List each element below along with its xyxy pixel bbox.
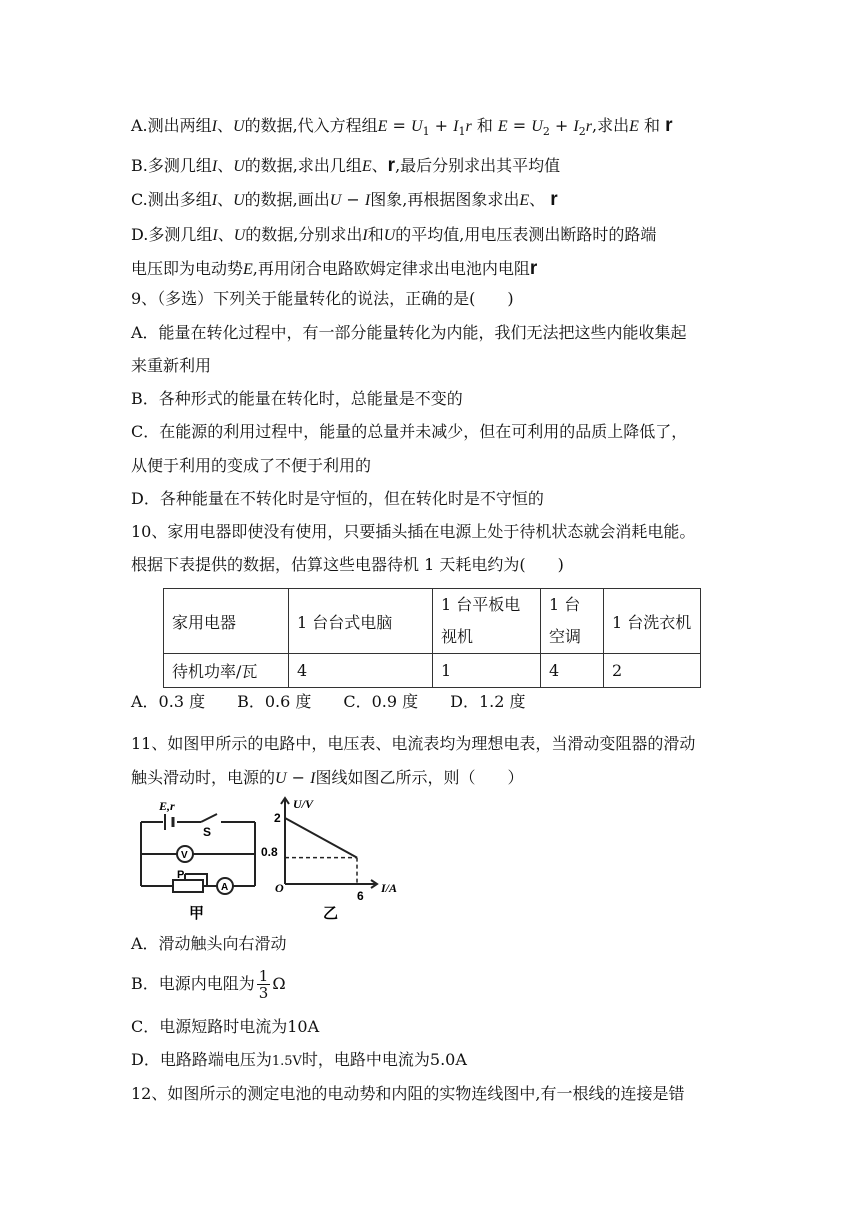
figure-caption-right: 乙 (323, 904, 339, 922)
q8-a-and: 和 (476, 116, 493, 135)
q8-option-c: C.测出多组I、U的数据,画出U − I图象,再根据图象求出E、 r (131, 189, 558, 210)
figure-caption-left: 甲 (189, 904, 205, 922)
q8-d-text2: 的数据,分别求出 (245, 225, 363, 244)
table-cell (541, 589, 604, 654)
table-row (164, 654, 701, 688)
q9-option-b: B．各种形式的能量在转化时，总能量是不变的 (131, 389, 463, 408)
q8-b-sep: 、 (217, 156, 234, 175)
q8-c-text2: 的数据,画出 (244, 190, 330, 209)
q8-d-line2-post: ,再用闭合电路欧姆定律求出电池内电阻 (252, 259, 530, 278)
standby-power-table (163, 588, 701, 688)
q8-a-sep: 、 (216, 116, 233, 135)
q8-option-d-line2: 电压即为电动势E,再用闭合电路欧姆定律求出电池内电阻r (131, 258, 538, 279)
q10-options: A．0.3 度 B．0.6 度 C．0.9 度 D．1.2 度 (131, 692, 526, 711)
y-tick-label: 0.8 (261, 845, 278, 859)
table-cell: 家用电器 (164, 589, 289, 654)
ohm-unit: Ω (272, 974, 286, 993)
q8-d-post: 的平均值,用电压表测出断路时的路端 (395, 225, 657, 244)
q11-option-d (131, 1050, 467, 1072)
table-cell: 4 (541, 654, 604, 688)
q9-option-a-line1: A．能量在转化过程中，有一部分能量转化为内能，我们无法把这些内能收集起 (131, 323, 687, 342)
q11-option-c: C．电源短路时电流为10A (131, 1017, 320, 1036)
q11-option-a: A．滑动触头向右滑动 (131, 934, 287, 953)
switch-label: S (203, 825, 212, 839)
table-header-row (164, 589, 701, 654)
q8-b-post: ,最后分别求出其平均值 (395, 156, 561, 175)
table-cell: 2 (604, 654, 701, 688)
q8-c-post: 图象,再根据图象求出 (370, 190, 520, 209)
q11-option-b (131, 968, 286, 1001)
q11-figure (133, 796, 423, 930)
q9-option-c-line1: C．在能源的利用过程中，能量的总量并未减少，但在可利用的品质上降低了， (131, 422, 688, 441)
switch-blade (201, 814, 217, 822)
battery-label: E,r (159, 799, 175, 813)
q8-option-b: B.多测几组I、U的数据,求出几组E、r,最后分别求出其平均值 (131, 155, 561, 176)
q8-b-text: B.多测几组 (131, 156, 212, 175)
q12-stem: 12、如图所示的测定电池的电动势和内阻的实物连线图中,有一根线的连接是错 (131, 1084, 685, 1103)
q8-c-sep: 、 (217, 190, 234, 209)
q11-b-text: B．电源内电阻为 (131, 974, 255, 993)
q8-d-line2-text: 电压即为电动势 (131, 259, 244, 278)
q8-d-sep: 、 (217, 225, 234, 244)
circuit-and-graph (133, 796, 423, 926)
q9-stem: 9、（多选）下列关于能量转化的说法，正确的是( ) (131, 289, 514, 308)
q9-option-d: D．各种能量在不转化时是守恒的，但在转化时是不守恒的 (131, 489, 544, 508)
table-cell-line: 1 台 (549, 595, 581, 614)
q8-a-text2: 的数据,代入方程组 (244, 116, 378, 135)
q8-c-sep2: 、 (529, 190, 546, 209)
slider-label: P (177, 869, 185, 881)
fraction-denominator: 3 (258, 984, 269, 1002)
q11-d-post: 时，电路中电流为5.0A (301, 1050, 467, 1069)
q8-option-a: A.测出两组I、U的数据,代入方程组$E = U_1 + I_1r$ 和 $E = U_2 + I_2r$,求出E 和 r (131, 115, 673, 139)
q8-a-text: A.测出两组 (131, 116, 212, 135)
q8-d-text: D.多测几组 (131, 225, 213, 244)
q11-stem2-post: 图线如图乙所示，则（ ） (315, 768, 524, 787)
q8-a-post: ,求出 (591, 116, 630, 135)
ammeter-label: A (221, 882, 229, 893)
x-axis-label: I/A (381, 881, 398, 895)
table-cell-line: 空调 (549, 627, 582, 646)
table-cell-line: 视机 (441, 627, 474, 646)
table-cell-line: 1 台平板电 (441, 595, 521, 614)
y-tick-label: 2 (274, 811, 281, 825)
x-tick-label: 6 (357, 889, 364, 903)
fraction (257, 968, 271, 1001)
origin-label: O (275, 881, 284, 895)
q8-a-and2: 和 (643, 116, 660, 135)
q11-stem-line1: 11、如图甲所示的电路中，电压表、电流表均为理想电表，当滑动变阻器的滑动 (131, 734, 696, 753)
q11-d-value: 1.5V (271, 1054, 302, 1069)
y-axis-label: U/V (293, 797, 314, 811)
table-cell: 4 (289, 654, 433, 688)
circuit-diagram (141, 814, 255, 894)
q8-b-text2: 的数据,求出几组 (244, 156, 362, 175)
q8-d-and: 和 (367, 225, 384, 244)
q8-c-text: C.测出多组 (131, 190, 212, 209)
q9-option-a-line2: 来重新利用 (131, 356, 212, 375)
table-cell: 1 台洗衣机 (604, 589, 701, 654)
q11-stem-line2: 触头滑动时，电源的U − I图线如图乙所示，则（ ） (131, 768, 524, 787)
table-cell: 1 (433, 654, 541, 688)
ui-series-line (285, 818, 357, 858)
table-cell: 待机功率/瓦 (164, 654, 289, 688)
q11-d-text: D．电路路端电压为 (131, 1050, 272, 1069)
q10-stem-line1: 10、家用电器即使没有使用，只要插头插在电源上处于待机状态就会消耗电能。 (131, 522, 696, 541)
fraction-numerator: 1 (258, 967, 269, 985)
q9-option-c-line2: 从便于利用的变成了不便于利用的 (131, 456, 372, 475)
q11-stem2-pre: 触头滑动时，电源的 (131, 768, 276, 787)
table-cell: 1 台台式电脑 (289, 589, 433, 654)
voltmeter-label: V (181, 850, 188, 861)
rheostat-symbol (173, 880, 203, 892)
ui-graph-series (285, 818, 357, 884)
q8-b-sep2: 、 (371, 156, 388, 175)
q10-stem-line2: 根据下表提供的数据，估算这些电器待机 1 天耗电约为( ) (131, 555, 564, 574)
table-cell (433, 589, 541, 654)
q8-option-d: D.多测几组I、U的数据,分别求出I和U的平均值,用电压表测出断路时的路端 (131, 225, 657, 244)
